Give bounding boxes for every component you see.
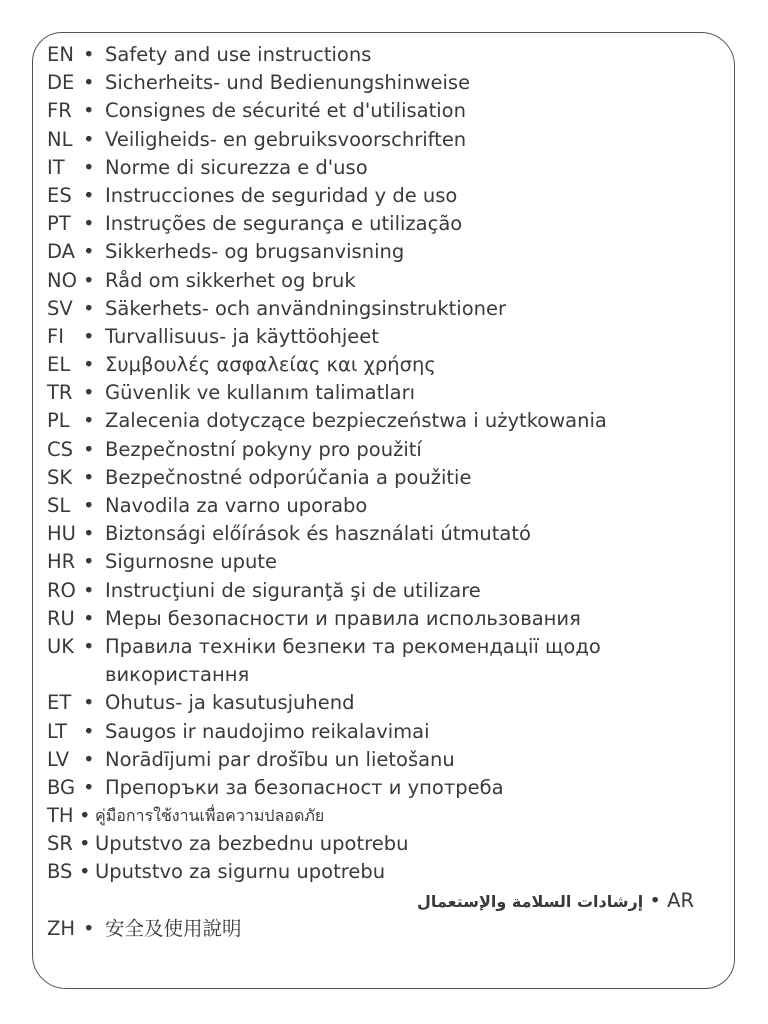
bullet: • [83,578,95,602]
instruction-title: Güvenlik ve kullanım talimatları [105,381,416,405]
bullet: • [83,606,95,630]
language-code: ES [47,183,72,207]
instruction-title: Меры безопасности и правила использования [105,606,581,630]
language-list [47,41,727,943]
language-code: AR [667,888,694,912]
bullet: • [83,381,95,405]
bullet: • [83,353,95,377]
list-item-pl [47,407,727,435]
language-code: PL [47,409,70,433]
language-code: HU [47,522,76,546]
list-item-de [47,69,727,97]
list-item-pt [47,210,727,238]
instruction-title: Saugos ir naudojimo reikalavimai [105,719,430,743]
instruction-title: إرشادات السلامة والإستعمال [417,891,644,911]
list-item-et [47,689,727,717]
language-code: IT [47,155,65,179]
list-item-da [47,238,727,266]
language-code: TR [47,381,73,405]
instruction-title: Consignes de sécurité et d'utilisation [105,99,466,123]
bullet: • [83,296,95,320]
language-code: ZH [47,916,76,940]
language-code: SR [47,832,73,856]
bullet: • [649,888,661,912]
bullet: • [83,747,95,771]
list-item-no [47,267,727,295]
list-item-ru [47,605,727,633]
bullet: • [79,860,91,884]
bullet: • [83,719,95,743]
bullet: • [83,43,95,66]
instruction-title: Zalecenia dotyczące bezpieczeństwa i użytkowania [105,409,607,433]
language-code: HR [47,550,76,574]
bullet: • [83,212,95,236]
language-code: DA [47,240,76,264]
list-item-ar [47,887,727,915]
instruction-title: Sikkerheds- og brugsanvisning [105,240,405,264]
list-item-fi [47,323,727,351]
list-item-bs [47,858,727,886]
language-code: DE [47,71,75,95]
instruction-title: Instruções de segurança e utilização [105,212,463,236]
bullet: • [83,550,95,574]
language-code: RU [47,606,75,630]
bullet: • [83,127,95,151]
bullet: • [83,634,95,658]
language-code: EL [47,353,71,377]
list-item-uk [47,633,727,689]
list-item-sk [47,464,727,492]
language-code: SK [47,465,73,489]
language-code: RO [47,578,76,602]
language-code: NO [47,268,77,292]
language-code: BG [47,775,76,799]
bullet: • [83,465,95,489]
bullet: • [83,409,95,433]
list-item-lt [47,718,727,746]
bullet: • [79,832,91,856]
list-item-it [47,154,727,182]
instruction-title: Правила техніки безпеки та рекомендації щодо використання [105,634,601,687]
bullet: • [83,183,95,207]
instruction-title: Navodila za varno uporabo [105,494,368,517]
bullet: • [83,155,95,179]
bullet: • [83,691,95,715]
instruction-title: Sicherheits- und Bedienungshinweise [105,71,471,95]
language-code: CS [47,437,73,461]
list-item-nl [47,126,727,154]
instruction-title: Norme di sicurezza e d'uso [105,155,368,179]
list-item-sv [47,295,727,323]
bullet: • [83,71,95,95]
instruction-title: Biztonsági előírások és használati útmutató [105,522,531,546]
instruction-title: Råd om sikkerhet og bruk [105,268,356,292]
list-item-el [47,351,727,379]
list-item-bg [47,774,727,802]
instruction-title: Instrucciones de seguridad y de uso [105,183,458,207]
bullet: • [83,268,95,292]
instruction-title: Turvallisuus- ja käyttöohjeet [105,324,379,348]
bullet: • [83,494,95,517]
instruction-title: Uputstvo za sigurnu upotrebu [95,860,386,884]
bullet: • [83,324,95,348]
instruction-title: Sigurnosne upute [105,550,277,574]
instruction-title: Bezpečnostní pokyny pro použití [105,437,422,461]
language-code: BS [47,860,73,884]
bullet: • [83,775,95,799]
bullet: • [79,804,91,828]
list-item-cs [47,436,727,464]
language-code: EN [47,43,74,66]
instruction-title: Uputstvo za bezbednu upotrebu [95,832,409,856]
instruction-title: Norādījumi par drošību un lietošanu [105,747,455,771]
instruction-title: Safety and use instructions [105,43,372,66]
language-code: LT [47,719,68,743]
list-item-sr [47,830,727,858]
language-code: UK [47,634,75,658]
instruction-title: Ohutus- ja kasutusjuhend [105,691,355,715]
instruction-title: Veiligheids- en gebruiksvoorschriften [105,127,467,151]
instruction-title: Instrucţiuni de siguranţă şi de utilizare [105,578,481,602]
list-item-th [47,802,727,830]
language-code: SV [47,296,73,320]
language-code: ET [47,691,72,715]
bullet: • [83,240,95,264]
bullet: • [83,522,95,546]
instruction-title: Bezpečnostné odporúčania a použitie [105,465,472,489]
language-code: SL [47,494,71,517]
bullet: • [83,99,95,123]
list-item-es [47,182,727,210]
language-code: FI [47,324,64,348]
instruction-title: Συμβουλές ασφαλείας και χρήσης [105,353,436,377]
instruction-title: คู่มือการใช้งานเพื่อความปลอดภัย [95,806,325,826]
list-item-zh [47,915,727,943]
bullet: • [83,916,95,940]
language-code: FR [47,99,72,123]
language-code: PT [47,212,71,236]
instruction-title: Säkerhets- och användningsinstruktioner [105,296,507,320]
language-code: LV [47,747,70,771]
list-item-fr [47,97,727,125]
list-item-sl [47,492,727,520]
list-item-lv [47,746,727,774]
list-item-ro [47,577,727,605]
list-item-hr [47,548,727,576]
instruction-title: 安全及使用說明 [105,916,242,940]
language-code: NL [47,127,73,151]
list-item-en [47,41,727,69]
list-item-hu [47,520,727,548]
instruction-title: Препоръки за безопасност и употреба [105,775,504,799]
bullet: • [83,437,95,461]
language-code: TH [47,804,74,828]
list-item-tr [47,379,727,407]
